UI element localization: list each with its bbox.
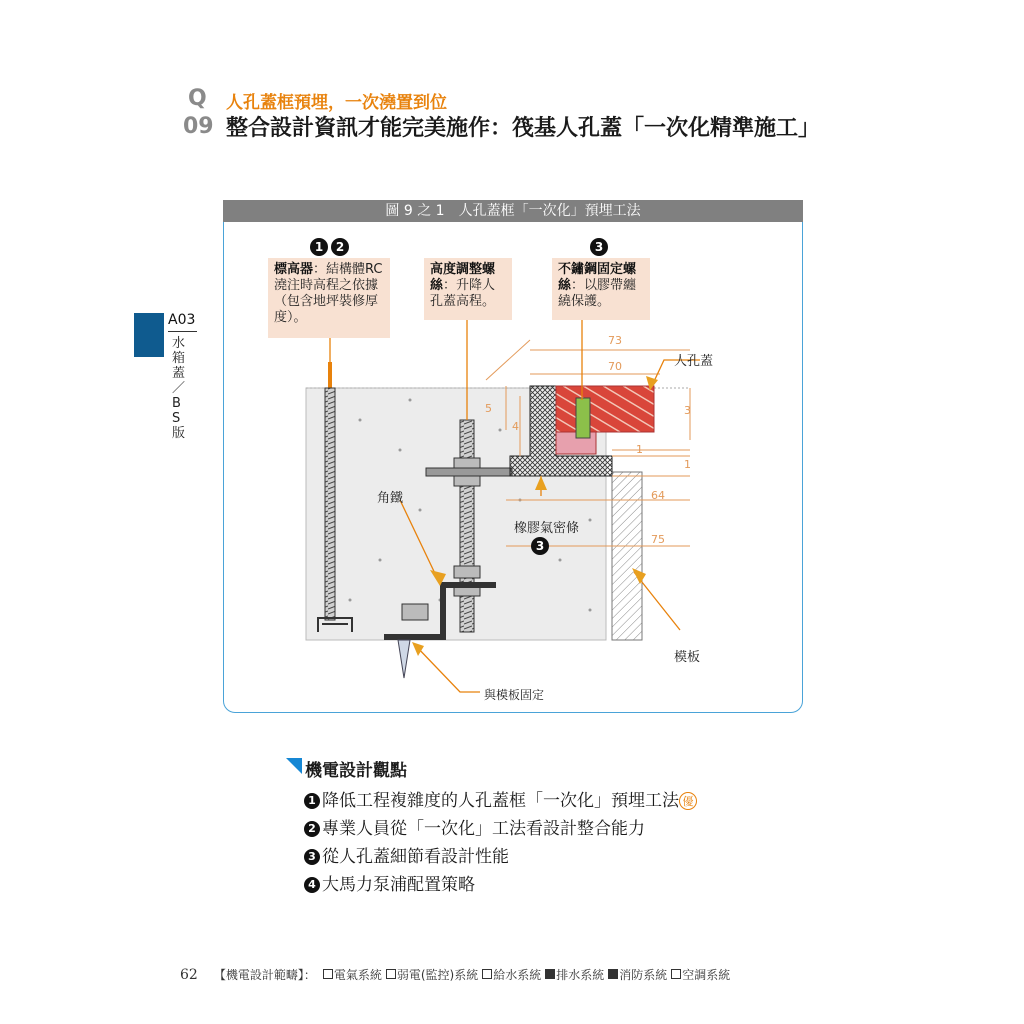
callout1-badge-2: 2 [331,238,349,256]
point-3-text: 從人孔蓋細節看設計性能 [322,847,509,867]
footer-category: 【機電設計範疇】： [213,968,316,982]
adjust-rod-nut-top [454,458,480,468]
question-kicker: 人孔蓋框預埋，一次澆置到位 [226,93,447,113]
section-marker [286,758,302,774]
label-formwork-fix: 與模板固定 [484,688,545,702]
manhole-cover [556,386,654,432]
footer-checkbox-2 [482,969,492,979]
angle-bolt [402,604,428,620]
callout-fixing-screw-body: ：以膠帶纏繞保護。 [558,278,637,309]
callout-level-marker-body: ：結構體RC澆注時高程之依據（包含地坪裝修厚度）。 [274,262,383,325]
point-3-badge: 3 [304,849,320,865]
adjust-rod [460,420,474,632]
footer-item-label-3: 排水系統 [556,968,605,982]
callout-fixing-screw-head: 不鏽鋼固定螺絲 [558,262,637,293]
point-4-text: 大馬力泵浦配置策略 [322,875,475,895]
point-2-text: 專業人員從「一次化」工法看設計整合能力 [322,819,645,839]
footer-item-label-4: 消防系統 [619,968,668,982]
section-title: 機電設計觀點 [305,761,407,781]
formwork-screw [398,640,410,678]
level-rod [325,388,335,620]
point-4-badge: 4 [304,877,320,893]
dim-3: 3 [684,404,691,417]
formwork-board [612,472,642,640]
callout3-badge: 3 [590,238,608,256]
dim-5: 5 [485,402,492,415]
dim-64: 64 [651,489,665,502]
figure-caption: 圖 9 之 1 人孔蓋框「一次化」預埋工法 [223,200,803,222]
label-rubber-strip-badge: 3 [531,537,549,555]
side-tab-divider [168,331,197,332]
dim-1b: 1 [684,458,691,471]
footer-item-label-5: 空調系統 [682,968,731,982]
point-1-text: 降低工程複雜度的人孔蓋框「一次化」預埋工法 [322,791,679,811]
label-rubber-strip: 橡膠氣密條 [514,521,580,536]
footer-checkbox-0 [323,969,333,979]
callout-level-marker-head: 標高器 [274,262,314,277]
callout-level-marker [268,258,390,338]
point-4 [304,874,475,896]
dim-4: 4 [512,420,519,433]
adjust-rod-nut-mid [454,476,480,486]
point-1 [304,790,697,812]
dim-75: 75 [651,533,665,546]
page-number: 62 [180,967,198,983]
page-title: 整合設計資訊才能完美施作：筏基人孔蓋「一次化精準施工」 [226,116,821,141]
fixing-bolt [576,398,590,438]
question-letter: Q [188,86,207,111]
side-tab-code: A03 [168,312,196,328]
page-footer [180,966,730,983]
dim-73: 73 [608,334,622,347]
point-1-badge: 1 [304,793,320,809]
callout1-badge-1: 1 [310,238,328,256]
footer-checkbox-3 [545,969,555,979]
footer-checkbox-4 [608,969,618,979]
dim-70: 70 [608,360,622,373]
dim-1a: 1 [636,443,643,456]
callout-fixing-screw [552,258,650,320]
footer-item-label-1: 弱電(監控)系統 [396,968,479,982]
label-angle-iron: 角鐵 [377,491,404,506]
callout-adjust-screw-head: 高度調整螺絲 [430,262,496,293]
callout-adjust-screw [424,258,512,320]
footer-checkbox-1 [386,969,396,979]
label-formwork: 模板 [674,650,701,665]
side-tab-text: 水箱蓋／BS版 [172,336,186,441]
point-3 [304,846,509,868]
side-tab-block [134,313,164,357]
footer-item-label-2: 給水系統 [493,968,542,982]
point-1-mark: 優 [679,792,697,810]
label-manhole-cover: 人孔蓋 [674,354,714,369]
base-plate [426,468,512,476]
point-2 [304,818,645,840]
question-number: 09 [183,114,214,139]
footer-items [319,968,730,982]
adjust-rod-nut-low [454,566,480,578]
point-2-badge: 2 [304,821,320,837]
footer-item-label-0: 電氣系統 [333,968,382,982]
footer-checkbox-5 [671,969,681,979]
callout-adjust-screw-body: ：升降人孔蓋高程。 [430,278,496,309]
